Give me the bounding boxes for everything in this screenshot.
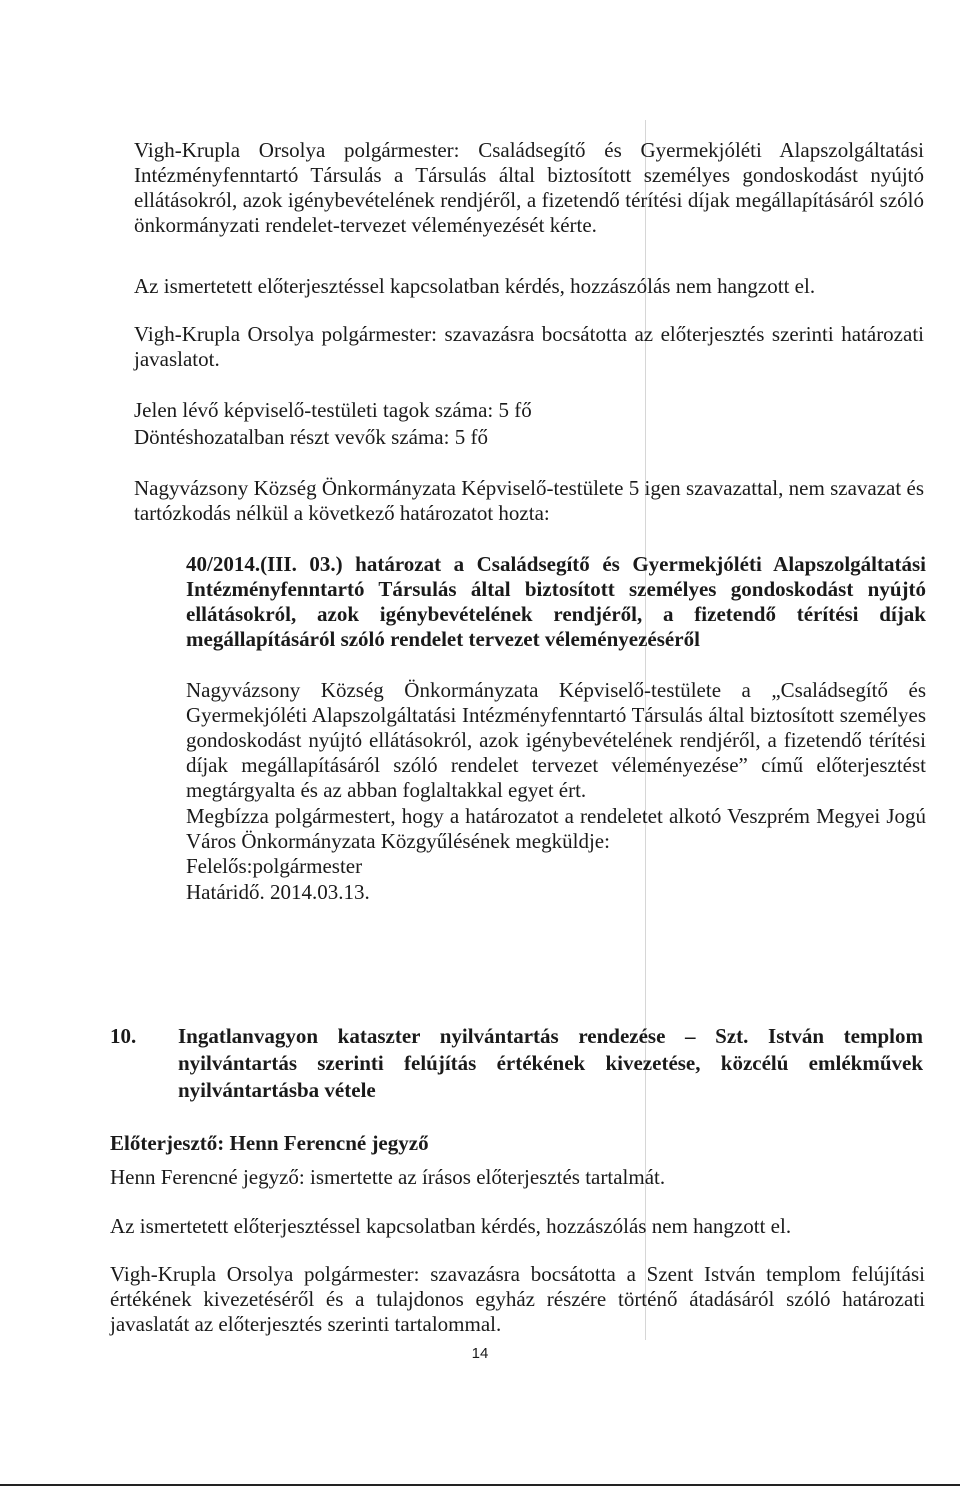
item-10-number: 10.: [110, 1024, 137, 1048]
members-present-line: Jelen lévő képviselő-testületi tagok száma: 5 fő: [134, 398, 532, 422]
item-10-title: Ingatlanvagyon kataszter nyilvántartás rendezése – Szt. István templom nyilvántartás szerinti felújítás értékének kivezetése, közcélú emlékművek nyilvántartásba vétele: [178, 1024, 923, 1102]
intro-paragraph: Vigh-Krupla Orsolya polgármester: Családsegítő és Gyermekjóléti Alapszolgáltatási Intézményfenntartó Társulás a Társulás által biztosított személyes gondoskodást nyújtó ellátásokról, azok igénybevételének rendjéről, a fizetendő térítési díjak megállapításáról szóló önkormányzati rendelet-tervezet véleményezését kérte.: [134, 138, 924, 237]
deadline-line: Határidő. 2014.03.13.: [186, 880, 370, 904]
item-10-title-first: [178, 1023, 923, 1104]
no-questions-paragraph-2: Az ismertetett előterjesztéssel kapcsolatban kérdés, hozzászólás nem hangzott el.: [110, 1214, 792, 1238]
vote-result-paragraph: Nagyvázsony Község Önkormányzata Képviselő-testülete 5 igen szavazattal, nem szavazat és tartózkodás nélkül a következő határozatot hozta:: [134, 476, 924, 525]
decision-text: Nagyvázsony Község Önkormányzata Képviselő-testülete a „Családsegítő és Gyermekjóléti Alapszolgáltatási Intézményfenntartó Társulás által biztosított személyes gondoskodást nyújtó ellátásokról, azok igénybevételének rendjéről, a fizetendő térítési díjak megállapításáról szóló rendelet tervezet véleményezése” című előterjesztést megtárgyalta és az abban foglaltakkal egyet ért.: [186, 678, 926, 802]
vote-call-paragraph-2: Vigh-Krupla Orsolya polgármester: szavazásra bocsátotta a Szent István templom felújítási értékének kivezetéséről és a tulajdonos egyház részére történő átadásáról szóló határozati javaslatát az előterjesztés szerinti tartalommal.: [110, 1262, 925, 1336]
no-questions-paragraph-1: Az ismertetett előterjesztéssel kapcsolatban kérdés, hozzászólás nem hangzott el.: [134, 274, 816, 298]
responsible-line: Felelős:polgármester: [186, 854, 363, 878]
members-voting-line: Döntéshozatalban részt vevők száma: 5 fő: [134, 425, 488, 449]
page-number: 14: [471, 1345, 489, 1362]
decision-mandate: Megbízza polgármestert, hogy a határozatot a rendeletet alkotó Veszprém Megyei Jogú Város Önkormányzata Közgyűlésének megküldje:: [186, 804, 926, 853]
item-10-presenter: Előterjesztő: Henn Ferencné jegyző: [110, 1131, 429, 1155]
item-10-intro: Henn Ferencné jegyző: ismertette az írásos előterjesztés tartalmát.: [110, 1165, 666, 1189]
page-bottom-edge: [0, 1484, 960, 1486]
vote-call-paragraph-1: Vigh-Krupla Orsolya polgármester: szavazásra bocsátotta az előterjesztés szerinti határozati javaslatot.: [134, 322, 924, 371]
decision-title: 40/2014.(III. 03.) határozat a Családsegítő és Gyermekjóléti Alapszolgáltatási Intézményfenntartó Társulás által biztosított személyes gondoskodást nyújtó ellátásokról, azok igénybevételének rendjéről, a fizetendő térítési díjak megállapításáról szóló rendelet tervezet véleményezéséről: [186, 552, 926, 651]
